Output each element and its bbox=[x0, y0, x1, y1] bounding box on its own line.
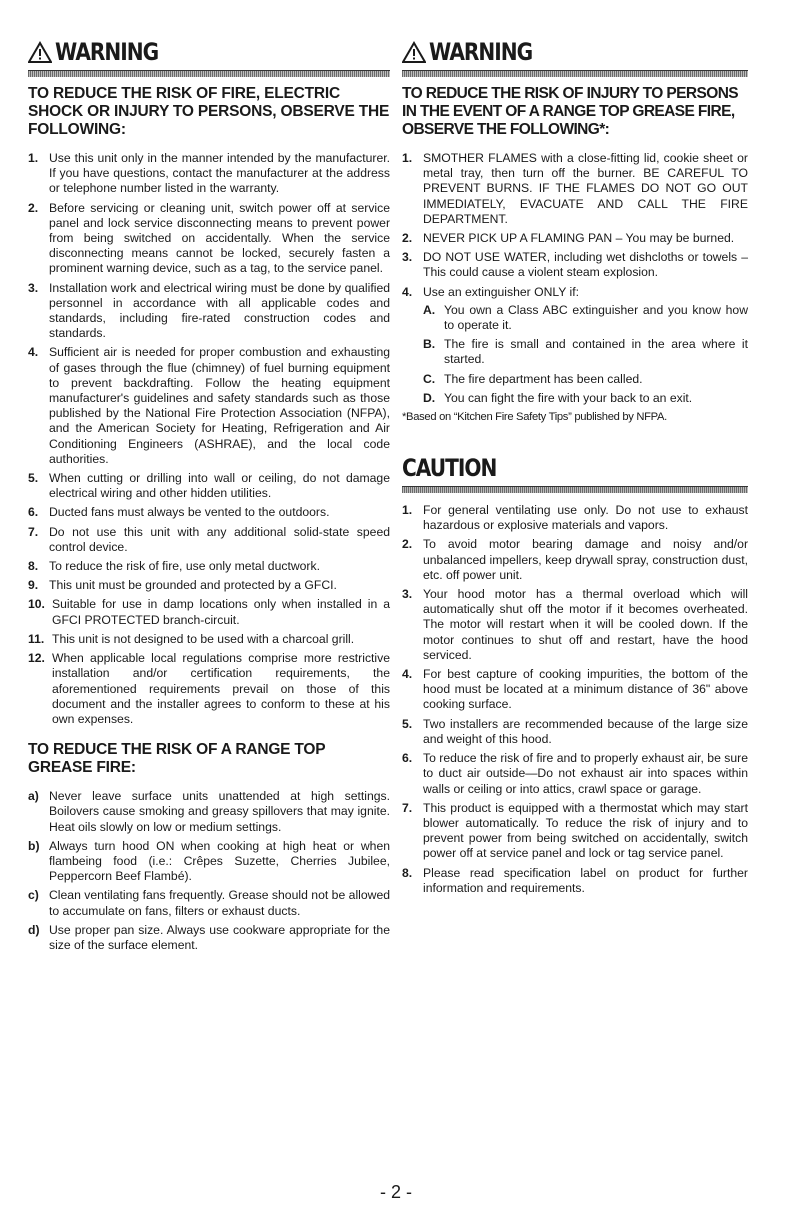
item-text: Always turn hood ON when cooking at high heat or when flambeing food (i.e.: Crêpes Suzette, Cherries Jubilee, Peppercorn Beef Flambé). bbox=[49, 838, 390, 884]
item-number: 7. bbox=[28, 524, 39, 539]
item-letter: A. bbox=[423, 302, 436, 317]
list-item bbox=[402, 587, 748, 663]
item-text: You can fight the fire with your back to an exit. bbox=[444, 390, 693, 405]
warning-title: WARNING bbox=[429, 38, 533, 66]
list-item bbox=[28, 559, 390, 574]
extinguisher-conditions bbox=[423, 303, 748, 406]
list-item bbox=[28, 471, 390, 501]
item-text: This product is equipped with a thermostat which may start blower automatically. To reduce the risk of injury and to prevent power from being switched on accidentally, switch power off at service panel and lock or tag service panel. bbox=[423, 800, 748, 861]
item-number: 5. bbox=[402, 716, 413, 731]
list-item bbox=[28, 632, 390, 647]
item-number: 12. bbox=[28, 651, 45, 666]
item-text: The fire department has been called. bbox=[444, 371, 643, 386]
item-text: Two installers are recommended because of the large size and weight of this hood. bbox=[423, 716, 748, 746]
item-text: Please read specification label on product for further information and requirements. bbox=[423, 865, 748, 895]
item-number: d) bbox=[28, 922, 40, 937]
warning-title: WARNING bbox=[55, 38, 159, 66]
list-item bbox=[423, 303, 748, 333]
item-text: To reduce the risk of fire and to properly exhaust air, be sure to duct air outside—Do not exhaust air into spaces within walls or ceiling or into attics, crawl space or garage. bbox=[423, 751, 748, 796]
list-item bbox=[423, 391, 748, 406]
item-text: This unit is not designed to be used with a charcoal grill. bbox=[52, 631, 355, 646]
item-text: Your hood motor has a thermal overload which will automatically shut off the motor if it becomes overheated. The motor will restart when it will be cooled down. If the motor continues to shut off and restart, have the hood serviced. bbox=[423, 587, 748, 662]
item-number: 2. bbox=[28, 200, 39, 215]
item-text: The fire is small and contained in the area where it started. bbox=[444, 337, 748, 367]
grease-warning-list bbox=[402, 151, 748, 406]
item-number: a) bbox=[28, 789, 39, 804]
header-rule bbox=[402, 486, 748, 493]
item-number: 5. bbox=[28, 471, 39, 486]
item-text: This unit must be grounded and protected by a GFCI. bbox=[49, 578, 337, 593]
right-column bbox=[402, 38, 748, 900]
list-item bbox=[28, 839, 390, 885]
item-text: Installation work and electrical wiring must be done by qualified personnel in accordance with all applicable codes and standards, including fire-rated construction codes and standards. bbox=[49, 280, 390, 341]
list-item bbox=[402, 151, 748, 227]
warning-triangle-icon bbox=[402, 41, 426, 63]
item-letter: D. bbox=[423, 390, 436, 405]
list-item bbox=[28, 505, 390, 520]
list-item bbox=[28, 345, 390, 467]
item-text: To avoid motor bearing damage and noisy and/or unbalanced impellers, keep drywall spray, construction dust, etc. off power unit. bbox=[423, 537, 748, 582]
left-column bbox=[28, 38, 390, 957]
caution-section bbox=[402, 454, 748, 896]
item-number: c) bbox=[28, 888, 39, 903]
list-item bbox=[423, 337, 748, 367]
caution-header bbox=[402, 454, 748, 482]
item-text: When applicable local regulations comprise more restrictive installation and/or certification requirements, the aforementioned requirements prevail on those of this document and the installer agrees to conform to these at his own expenses. bbox=[52, 651, 390, 726]
page-number: - 2 - bbox=[379, 1182, 412, 1202]
item-number: 10. bbox=[28, 597, 45, 612]
list-item bbox=[28, 201, 390, 277]
item-number: 9. bbox=[28, 578, 39, 593]
list-item bbox=[402, 285, 748, 406]
list-item bbox=[28, 651, 390, 727]
item-text: Suitable for use in damp locations only when installed in a GFCI PROTECTED branch-circuit. bbox=[52, 597, 390, 627]
list-item bbox=[28, 151, 390, 197]
list-item bbox=[402, 751, 748, 797]
item-number: 1. bbox=[402, 151, 413, 165]
item-number: 4. bbox=[28, 345, 39, 360]
list-item bbox=[402, 717, 748, 747]
item-number: 4. bbox=[402, 284, 413, 299]
warning-header-left bbox=[28, 38, 390, 66]
warning-list bbox=[28, 151, 390, 727]
item-text: Ducted fans must always be vented to the outdoors. bbox=[49, 505, 330, 520]
item-text: For best capture of cooking impurities, the bottom of the hood must be located at a minimum distance of 36" above cooking surface. bbox=[423, 667, 748, 712]
item-text: Use this unit only in the manner intended by the manufacturer. If you have questions, contact the manufacturer at the address or telephone number listed in the warranty. bbox=[49, 151, 390, 196]
item-text: Use an extinguisher ONLY if: bbox=[423, 284, 580, 299]
grease-fire-list bbox=[28, 789, 390, 953]
item-letter: B. bbox=[423, 337, 436, 352]
warning-header-right bbox=[402, 38, 748, 66]
item-number: 2. bbox=[402, 231, 413, 246]
list-item bbox=[402, 537, 748, 583]
grease-warning-subhead: TO REDUCE THE RISK OF INJURY TO PERSONS IN THE EVENT OF A RANGE TOP GREASE FIRE, OBSERVE THE FOLLOWING*: bbox=[402, 85, 739, 138]
item-text: Before servicing or cleaning unit, switch power off at service panel and lock service disconnecting means to prevent power from being switched on accidentally. When the service disconnecting means cannot be locked, securely fasten a prominent warning device, such as a tag, to the service panel. bbox=[49, 200, 390, 276]
item-text: Use proper pan size. Always use cookware appropriate for the size of the surface element. bbox=[49, 922, 390, 952]
list-item bbox=[28, 525, 390, 555]
caution-list bbox=[402, 503, 748, 896]
item-number: 3. bbox=[402, 587, 413, 602]
list-item bbox=[402, 503, 748, 533]
item-number: 1. bbox=[402, 503, 413, 518]
item-text: Do not use this unit with any additional solid-state speed control device. bbox=[49, 524, 390, 554]
item-number: 3. bbox=[28, 280, 39, 295]
item-number: 7. bbox=[402, 800, 413, 815]
list-item bbox=[28, 578, 390, 593]
grease-fire-subhead: TO REDUCE THE RISK OF A RANGE TOP GREASE FIRE: bbox=[28, 741, 326, 777]
warning-triangle-icon bbox=[28, 41, 52, 63]
item-text: SMOTHER FLAMES with a close-fitting lid, cookie sheet or metal tray, then turn off the burner. BE CAREFUL TO PREVENT BURNS. IF THE FLAMES DO NOT GO OUT IMMEDIATELY, EVACUATE AND CALL THE FIRE DEPARTMENT. bbox=[423, 151, 748, 226]
item-number: 6. bbox=[28, 505, 39, 520]
item-text: NEVER PICK UP A FLAMING PAN – You may be burned. bbox=[423, 231, 735, 246]
item-number: 3. bbox=[402, 250, 413, 265]
header-rule bbox=[402, 70, 748, 77]
list-item bbox=[402, 231, 748, 246]
item-number: 4. bbox=[402, 667, 413, 682]
item-text: Clean ventilating fans frequently. Grease should not be allowed to accumulate on fans, filters or exhaust ducts. bbox=[49, 888, 390, 918]
list-item bbox=[402, 250, 748, 280]
list-item bbox=[402, 667, 748, 713]
list-item bbox=[28, 789, 390, 835]
item-number: 8. bbox=[402, 865, 413, 880]
list-item bbox=[28, 597, 390, 627]
caution-title: CAUTION bbox=[402, 454, 497, 483]
item-number: b) bbox=[28, 838, 40, 853]
item-text: For general ventilating use only. Do not use to exhaust hazardous or explosive materials and vapors. bbox=[423, 503, 748, 533]
list-item bbox=[28, 281, 390, 342]
item-text: When cutting or drilling into wall or ceiling, do not damage electrical wiring and other hidden utilities. bbox=[49, 471, 390, 501]
item-text: DO NOT USE WATER, including wet dishcloths or towels – This could cause a violent steam explosion. bbox=[423, 250, 748, 280]
list-item bbox=[402, 866, 748, 896]
item-number: 11. bbox=[28, 631, 45, 646]
list-item bbox=[402, 801, 748, 862]
header-rule bbox=[28, 70, 390, 77]
item-number: 6. bbox=[402, 751, 413, 766]
list-item bbox=[28, 923, 390, 953]
warning-subhead: TO REDUCE THE RISK OF FIRE, ELECTRIC SHOCK OR INJURY TO PERSONS, OBSERVE THE FOLLOWING: bbox=[28, 85, 390, 138]
list-item bbox=[423, 372, 748, 387]
item-number: 8. bbox=[28, 559, 39, 574]
item-text: To reduce the risk of fire, use only metal ductwork. bbox=[49, 559, 320, 574]
item-text: Never leave surface units unattended at high settings. Boilovers cause smoking and greasy spillovers that may ignite. Heat oils slowly on low or medium settings. bbox=[49, 789, 390, 834]
item-text: You own a Class ABC extinguisher and you know how to operate it. bbox=[444, 302, 748, 333]
item-letter: C. bbox=[423, 371, 436, 386]
item-text: Sufficient air is needed for proper combustion and exhausting of gases through the flue (chimney) of fuel burning equipment to prevent backdrafting. Follow the heating equipment manufacturer's guidelines and safety standards such as those published by the National Fire Protection Association (NFPA), and the American Society for Heating, Refrigeration and Air Conditioning Engineers (ASHRAE), and the local code authorities. bbox=[49, 345, 390, 466]
footnote: *Based on “Kitchen Fire Safety Tips” published by NFPA. bbox=[402, 411, 667, 424]
item-number: 1. bbox=[28, 151, 39, 165]
item-number: 2. bbox=[402, 537, 413, 552]
list-item bbox=[28, 888, 390, 918]
